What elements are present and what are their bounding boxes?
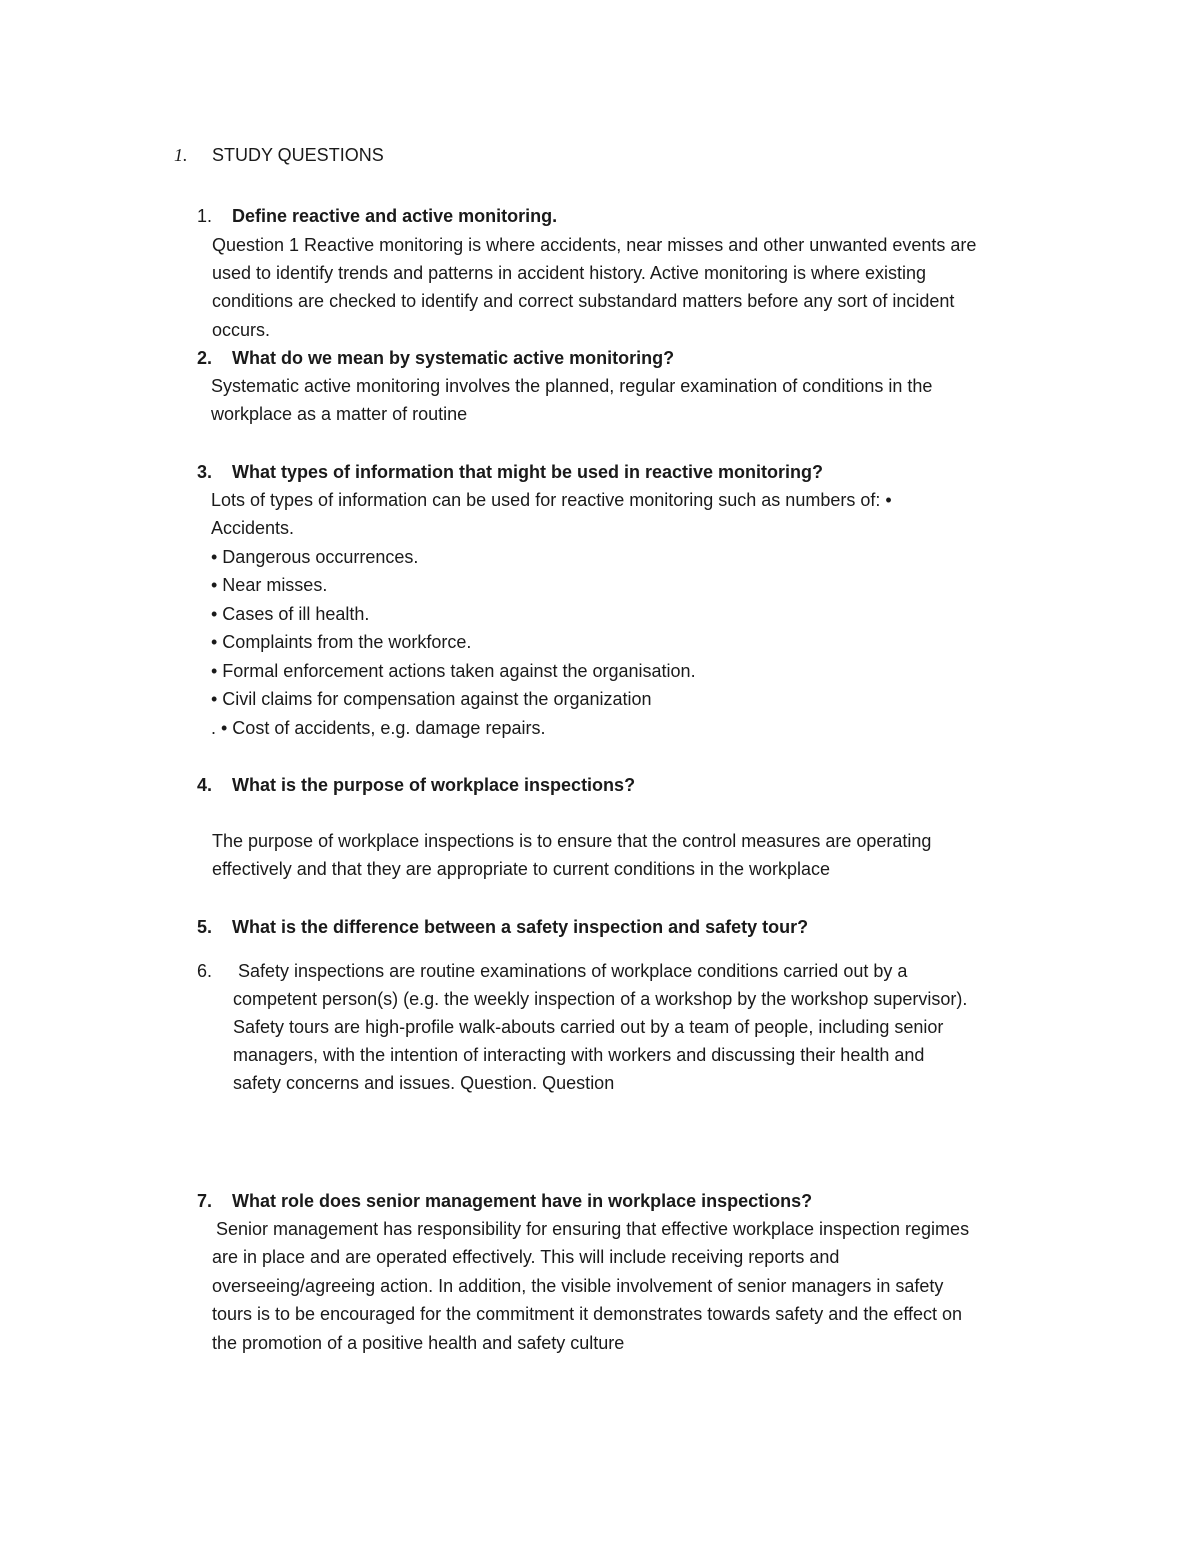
q3-list-item: • Dangerous occurrences. bbox=[211, 547, 419, 567]
q4-question: What is the purpose of workplace inspections? bbox=[232, 775, 636, 795]
q4-answer-line: The purpose of workplace inspections is to ensure that the control measures are operating bbox=[212, 831, 932, 851]
q6-answer-line: competent person(s) (e.g. the weekly inspection of a workshop by the workshop supervisor). bbox=[233, 989, 968, 1009]
q3-list-item: • Civil claims for compensation against the organization bbox=[211, 689, 652, 709]
q7-answer-line: Senior management has responsibility for ensuring that effective workplace inspection regimes bbox=[216, 1219, 970, 1239]
q5-number: 5. bbox=[197, 917, 213, 937]
q3-answer-line: Accidents. bbox=[211, 518, 295, 538]
q6-answer-line: safety concerns and issues. Question. Question bbox=[233, 1073, 615, 1093]
q1-answer-line: Question 1 Reactive monitoring is where accidents, near misses and other unwanted events are bbox=[212, 235, 977, 255]
q7-answer-line: tours is to be encouraged for the commitment it demonstrates towards safety and the effect on bbox=[212, 1304, 963, 1324]
q3-list-item: . • Cost of accidents, e.g. damage repairs. bbox=[211, 718, 546, 738]
q7-question: What role does senior management have in workplace inspections? bbox=[232, 1191, 813, 1211]
q7-answer-line: overseeing/agreeing action. In addition, the visible involvement of senior managers in safety bbox=[212, 1276, 944, 1296]
q7-answer-line: the promotion of a positive health and safety culture bbox=[212, 1333, 625, 1353]
q1-answer-line: conditions are checked to identify and correct substandard matters before any sort of incident bbox=[212, 291, 955, 311]
q3-list-item: • Complaints from the workforce. bbox=[211, 632, 472, 652]
q1-number: 1. bbox=[197, 206, 213, 226]
q2-answer-line: Systematic active monitoring involves the planned, regular examination of conditions in the bbox=[211, 376, 933, 396]
q2-number: 2. bbox=[197, 348, 213, 368]
q7-number: 7. bbox=[197, 1191, 213, 1211]
q3-number: 3. bbox=[197, 462, 213, 482]
q4-answer-line: effectively and that they are appropriate to current conditions in the workplace bbox=[212, 859, 831, 879]
q5-question: What is the difference between a safety inspection and safety tour? bbox=[232, 917, 809, 937]
q1-answer-line: occurs. bbox=[212, 320, 271, 340]
q4-number: 4. bbox=[197, 775, 213, 795]
q3-list-item: • Formal enforcement actions taken against the organisation. bbox=[211, 661, 696, 681]
q6-answer-line: Safety tours are high-profile walk-abouts carried out by a team of people, including senior bbox=[233, 1017, 944, 1037]
q3-list-item: • Near misses. bbox=[211, 575, 328, 595]
q1-question: Define reactive and active monitoring. bbox=[232, 206, 558, 226]
q6-answer-line: Safety inspections are routine examinations of workplace conditions carried out by a bbox=[238, 961, 908, 981]
q1-answer-line: used to identify trends and patterns in accident history. Active monitoring is where existing bbox=[212, 263, 927, 283]
q3-question: What types of information that might be used in reactive monitoring? bbox=[232, 462, 824, 482]
q6-answer-line: managers, with the intention of interacting with workers and discussing their health and bbox=[233, 1045, 925, 1065]
q2-question: What do we mean by systematic active monitoring? bbox=[232, 348, 675, 368]
q3-answer-line: Lots of types of information can be used for reactive monitoring such as numbers of: • bbox=[211, 490, 892, 510]
heading-number: 1. bbox=[174, 145, 188, 165]
q7-answer-line: are in place and are operated effectively. This will include receiving reports and bbox=[212, 1247, 840, 1267]
heading-title: STUDY QUESTIONS bbox=[212, 145, 384, 165]
q2-answer-line: workplace as a matter of routine bbox=[211, 404, 468, 424]
q6-number: 6. bbox=[197, 961, 213, 981]
q3-list-item: • Cases of ill health. bbox=[211, 604, 370, 624]
